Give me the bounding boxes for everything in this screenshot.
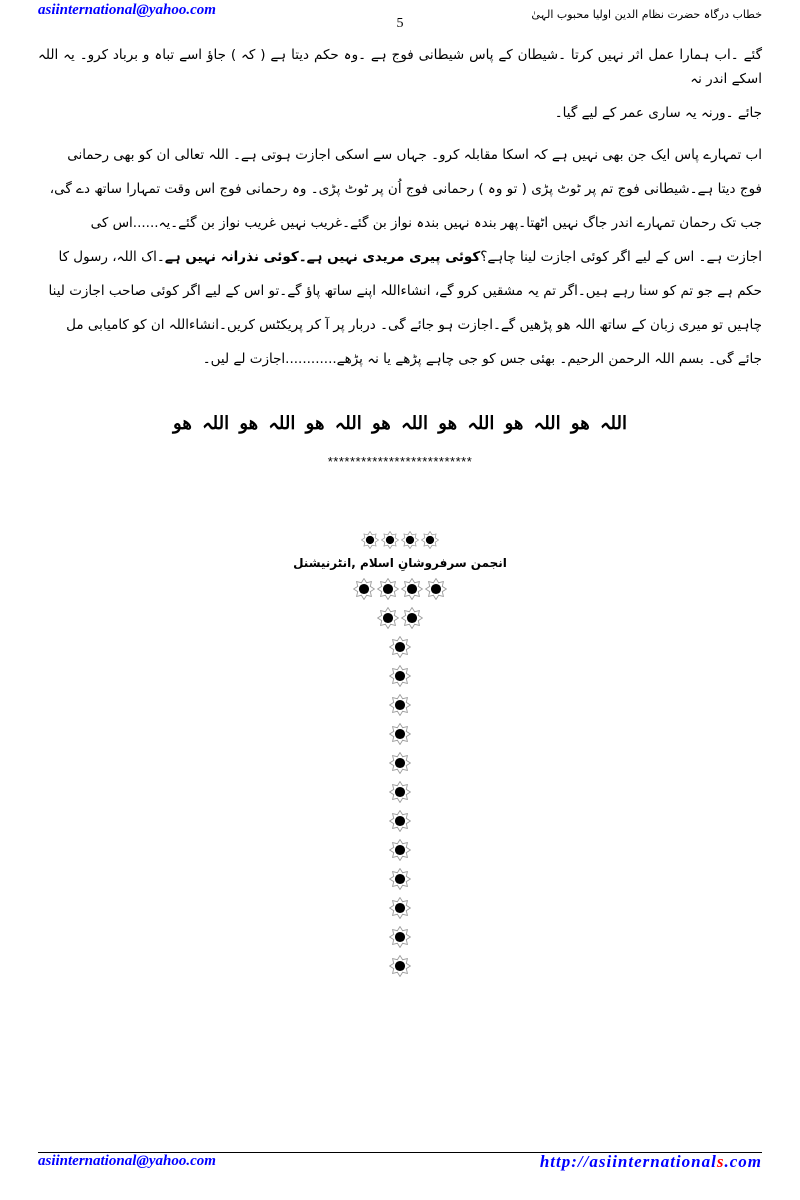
ornament-row xyxy=(38,926,762,948)
eight-point-star-ornament-icon xyxy=(389,665,411,687)
running-title: خطاب درگاہ حضرت نظام الدین اولیا محبوب الہیٰ xyxy=(531,8,762,21)
allah-hu-line: اللہ ھو اللہ ھو اللہ ھو اللہ ھو اللہ ھو اللہ ھو اللہ ھو xyxy=(173,413,627,434)
text-line: جائے گی۔ بسم اللہ الرحمن الرحیم۔ بھئی جس کو جی چاہے پڑھے یا نہ پڑھے............اجازت لے لیں۔ xyxy=(202,351,762,367)
text-line: گئے ۔اب ہمارا عمل اثر نہیں کرتا ۔شیطان کے پاس شیطانی فوج ہے ۔وہ حکم دیتا ہے ( کہ ) جاؤ اسے تباہ و برباد کرو۔ یہ اللہ اسکے اندر نہ xyxy=(38,47,762,87)
text-line: جائے ۔ورنہ یہ ساری عمر کے لیے گیا۔ xyxy=(554,105,762,121)
eight-point-star-ornament-icon xyxy=(389,897,411,919)
text-line: فوج دیتا ہے۔شیطانی فوج تم پر ٹوٹ پڑی ( تو وہ ) رحمانی فوج اُن پر ٹوٹ پڑی۔ وہ رحمانی فوج اس وقت تمہارا ساتھ دے گی، xyxy=(49,181,762,197)
eight-point-star-ornament-icon xyxy=(401,531,419,549)
ornament-row xyxy=(38,636,762,658)
eight-point-star-ornament-icon xyxy=(353,578,375,600)
eight-point-star-ornament-icon xyxy=(389,636,411,658)
eight-point-star-ornament-icon xyxy=(389,694,411,716)
eight-point-star-ornament-icon xyxy=(389,868,411,890)
eight-point-star-ornament-icon xyxy=(389,926,411,948)
ornament-row xyxy=(38,607,762,629)
site-text: .com xyxy=(724,1152,762,1171)
ornament-row xyxy=(38,839,762,861)
eight-point-star-ornament-icon xyxy=(421,531,439,549)
text-line: جب تک رحمان تمہارے اندر جاگ نہیں اٹھتا۔پھر بندہ نہیں بندہ نواز بن گئے۔غریب نہیں غریب نواز بن گئے۔یہ......اس کی xyxy=(90,215,762,231)
text-segment: اجازت ہے۔ اس کے لیے اگر کوئی اجازت لینا چاہے؟ xyxy=(480,249,762,265)
eight-point-star-ornament-icon xyxy=(389,955,411,977)
page-number: 5 xyxy=(396,16,404,31)
site-accent-letter: s xyxy=(716,1152,725,1171)
eight-point-star-ornament-icon xyxy=(401,607,423,629)
eight-point-star-ornament-icon xyxy=(389,752,411,774)
ornament-row xyxy=(38,868,762,890)
ornament-row xyxy=(38,531,762,549)
ornament-row xyxy=(38,665,762,687)
ornament-row xyxy=(38,578,762,600)
eight-point-star-ornament-icon xyxy=(389,810,411,832)
footer-website-link[interactable] xyxy=(540,1152,762,1172)
site-text: http://asiinternational xyxy=(539,1152,717,1171)
ornament-row xyxy=(38,810,762,832)
eight-point-star-ornament-icon xyxy=(425,578,447,600)
organization-name: انجمن سرفروشانِ اسلام ,انٹرنیشنل xyxy=(293,556,507,570)
eight-point-star-ornament-icon xyxy=(381,531,399,549)
header-email-link[interactable]: asiinternational@yahoo.com xyxy=(38,2,216,18)
eight-point-star-ornament-icon xyxy=(389,839,411,861)
ornament-row xyxy=(38,694,762,716)
text-line: چاہیں تو میری زبان کے ساتھ اللہ ھو پڑھیں گے۔اجازت ہو جائے گی۔ دربار پر آ کر پریکٹس کریں۔انشاءاللہ ان کو کامیابی مل xyxy=(66,317,762,333)
eight-point-star-ornament-icon xyxy=(401,578,423,600)
ornament-row xyxy=(38,955,762,977)
ornament-row xyxy=(38,723,762,745)
text-line-with-emphasis xyxy=(38,240,762,274)
ornament-row xyxy=(38,781,762,803)
text-line: حکم ہے جو تم کو سنا رہے ہیں۔اگر تم یہ مشقیں کرو گے، انشاءاللہ اپنے ساتھ پاؤ گے۔تو اس کے لیے اگر کوئی صاحب اجازت لینا xyxy=(48,283,762,299)
ornament-row xyxy=(38,897,762,919)
page-body xyxy=(38,38,762,984)
star-separator: ************************** xyxy=(327,454,473,469)
footer-email-link[interactable]: asiinternational@yahoo.com xyxy=(38,1153,216,1169)
eight-point-star-ornament-icon xyxy=(377,607,399,629)
ornament-row xyxy=(38,752,762,774)
eight-point-star-ornament-icon xyxy=(377,578,399,600)
ornament-rows-below xyxy=(38,578,762,977)
ornament-rows-above xyxy=(38,531,762,549)
ornament-group xyxy=(38,531,762,977)
eight-point-star-ornament-icon xyxy=(361,531,379,549)
text-line: اب تمہارے پاس ایک جن بھی نہیں ہے کہ اسکا مقابلہ کرو۔ جہاں سے اسکی اجازت ہوتی ہے۔ اللہ تعالی ان کو بھی رحمانی xyxy=(67,147,762,163)
text-segment: ۔اک اللہ، رسول کا xyxy=(58,249,165,265)
emphasized-text: کوئی پیری مریدی نہیں ہے۔کوئی نذرانہ نہیں ہے xyxy=(164,249,481,265)
eight-point-star-ornament-icon xyxy=(389,781,411,803)
eight-point-star-ornament-icon xyxy=(389,723,411,745)
